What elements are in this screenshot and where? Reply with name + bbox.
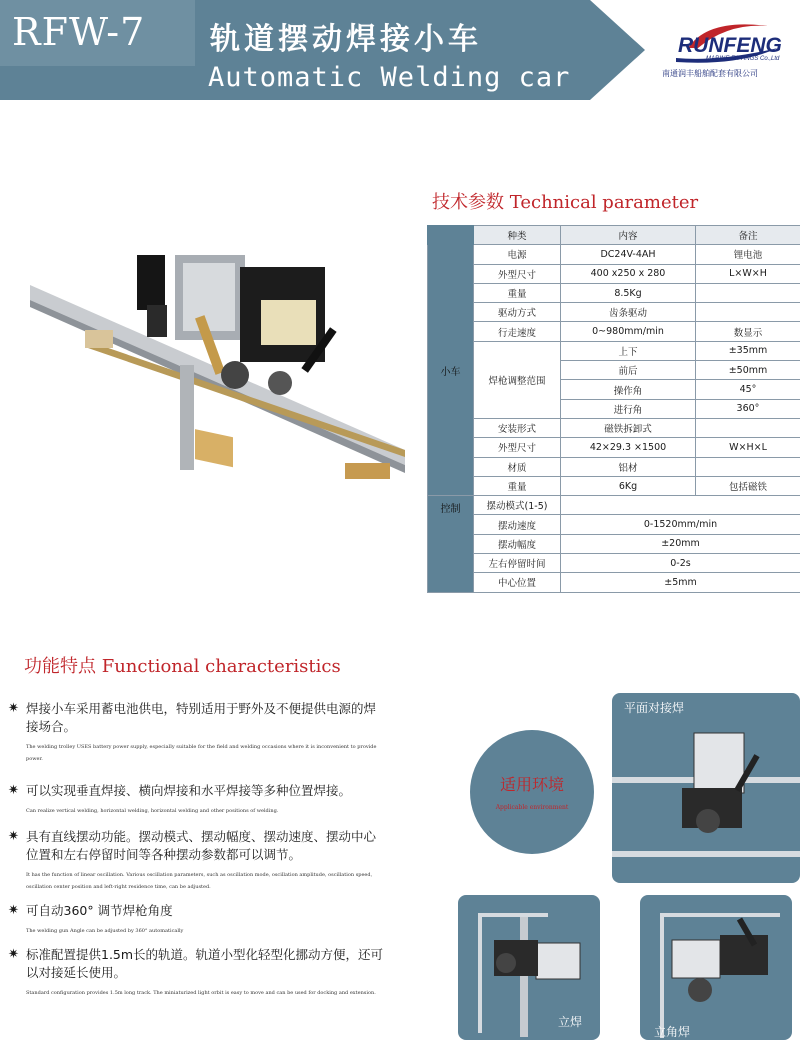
- row-name: 左右停留时间: [474, 554, 561, 573]
- features-title: 功能特点 Functional characteristics: [24, 656, 341, 677]
- table-row: [428, 554, 800, 573]
- title-english: Automatic Welding car: [208, 62, 571, 93]
- feature-item: [8, 700, 388, 765]
- row-content: 铝材: [561, 457, 696, 476]
- header-banner: [0, 0, 645, 100]
- star-bullet-icon: ✷: [8, 947, 19, 962]
- row-name: 安装形式: [474, 418, 561, 437]
- circle-title-cn: 适用环境: [499, 775, 564, 794]
- title-chinese: 轨道摆动焊接小车: [210, 22, 482, 57]
- table-row: [428, 264, 800, 283]
- row-content: 0-2s: [561, 554, 800, 573]
- flat-welding-photo: [612, 693, 800, 883]
- applicable-environment-circle: [470, 730, 594, 854]
- row-content: 400 x250 x 280: [561, 264, 696, 283]
- fillet-welding-panel: [640, 895, 792, 1040]
- row-content: 6Kg: [561, 476, 696, 495]
- table-row: [428, 457, 800, 476]
- row-content: 操作角: [561, 380, 696, 399]
- feature-en: Can realize vertical welding, horizontal welding, horizontal welding and other positions of welding.: [26, 808, 279, 814]
- category-cell: 控制: [428, 496, 474, 592]
- row-content: [561, 496, 800, 515]
- table-row: [428, 476, 800, 495]
- feature-cn: 具有直线摆动功能。摆动模式、摆动幅度、摆动速度、摆动中心位置和左右停留时间等各种摆动参数都可以调节。: [26, 829, 377, 862]
- logo-company-cn: 南通润丰船舶配套有限公司: [662, 69, 758, 78]
- row-content: 0~980mm/min: [561, 322, 696, 341]
- header-content: 内容: [561, 226, 696, 245]
- flat-welding-panel: [612, 693, 800, 883]
- row-note: 锂电池: [696, 245, 800, 264]
- star-bullet-icon: ✷: [8, 783, 19, 798]
- table-row: [428, 418, 800, 437]
- params-table: [427, 225, 800, 593]
- feature-item: [8, 902, 388, 937]
- feature-en: The welding gun Angle can be adjusted by 360° automatically: [26, 928, 184, 934]
- feature-en: It has the function of linear oscillation. Various oscillation parameters, such as oscillation mode, oscillation amplitude, oscillation speed, oscillation center position and left-right residence time, can be adjusted.: [26, 872, 373, 890]
- row-note: 包括磁铁: [696, 476, 800, 495]
- row-name: 摆动速度: [474, 515, 561, 534]
- row-name: 行走速度: [474, 322, 561, 341]
- row-note: 45°: [696, 380, 800, 399]
- table-row: [428, 573, 800, 592]
- table-row: [428, 303, 800, 322]
- table-row: [428, 341, 800, 360]
- star-bullet-icon: ✷: [8, 903, 19, 918]
- table-row: [428, 515, 800, 534]
- feature-cn: 标准配置提供1.5m长的轨道。轨道小型化轻型化挪动方便，还可以对接延长使用。: [26, 947, 384, 980]
- table-row: [428, 322, 800, 341]
- table-corner: [428, 226, 474, 245]
- feature-item: [8, 828, 388, 893]
- row-note: W×H×L: [696, 438, 800, 457]
- model-number: RFW-7: [12, 10, 146, 54]
- row-note: L×W×H: [696, 264, 800, 283]
- feature-en: The welding trolley USES battery power supply, especially suitable for the field and welding occasions where it is inconvenient to provide power.: [26, 744, 377, 762]
- row-name: 外型尺寸: [474, 438, 561, 457]
- feature-cn: 可自动360° 调节焊枪角度: [26, 903, 173, 918]
- feature-en: Standard configuration provides 1.5m long track. The miniaturized light orbit is easy to move and can be used for docking and extension.: [26, 990, 376, 996]
- row-content: 齿条驱动: [561, 303, 696, 322]
- row-name: 材质: [474, 457, 561, 476]
- row-name: 驱动方式: [474, 303, 561, 322]
- table-row: [428, 283, 800, 302]
- row-note: [696, 303, 800, 322]
- table-header-row: [428, 226, 800, 245]
- row-content: 8.5Kg: [561, 283, 696, 302]
- row-note: ±50mm: [696, 361, 800, 380]
- table-row: [428, 438, 800, 457]
- row-name: 重量: [474, 476, 561, 495]
- feature-item: [8, 946, 388, 999]
- row-content: 磁铁拆卸式: [561, 418, 696, 437]
- row-content: 上下: [561, 341, 696, 360]
- row-content: DC24V-4AH: [561, 245, 696, 264]
- row-note: ±35mm: [696, 341, 800, 360]
- row-content: 42×29.3 ×1500: [561, 438, 696, 457]
- feature-cn: 焊接小车采用蓄电池供电，特别适用于野外及不便提供电源的焊接场合。: [26, 701, 377, 734]
- row-note: [696, 283, 800, 302]
- row-name: 摆动模式(1-5): [474, 496, 561, 515]
- vertical-welding-caption: 立焊: [558, 1015, 583, 1029]
- table-row: [428, 496, 800, 515]
- header-category: 种类: [474, 226, 561, 245]
- row-name: 焊枪调整范围: [474, 341, 561, 418]
- feature-item: [8, 782, 388, 817]
- welding-car-photo: [25, 245, 410, 490]
- company-logo: [662, 18, 788, 78]
- table-row: [428, 245, 800, 264]
- star-bullet-icon: ✷: [8, 701, 19, 716]
- vertical-welding-panel: [458, 895, 600, 1040]
- logo-wordmark: RUNFENG: [678, 34, 782, 57]
- row-note: 360°: [696, 399, 800, 418]
- row-content: 前后: [561, 361, 696, 380]
- row-note: 数显示: [696, 322, 800, 341]
- row-name: 重量: [474, 283, 561, 302]
- row-content: 0-1520mm/min: [561, 515, 800, 534]
- category-cell: 小车: [428, 245, 474, 496]
- row-name: 中心位置: [474, 573, 561, 592]
- row-name: 电源: [474, 245, 561, 264]
- logo-subtitle: MARINE FITTINGS Co.,Ltd: [706, 56, 780, 62]
- row-name: 摆动幅度: [474, 534, 561, 553]
- row-note: [696, 418, 800, 437]
- row-note: [696, 457, 800, 476]
- row-content: ±20mm: [561, 534, 800, 553]
- row-content: 进行角: [561, 399, 696, 418]
- fillet-welding-photo: [640, 895, 792, 1040]
- feature-cn: 可以实现垂直焊接、横向焊接和水平焊接等多种位置焊接。: [26, 783, 352, 798]
- table-row: [428, 534, 800, 553]
- params-title: 技术参数 Technical parameter: [432, 192, 699, 213]
- fillet-welding-caption: 立角焊: [654, 1025, 691, 1039]
- row-content: ±5mm: [561, 573, 800, 592]
- header-note: 备注: [696, 226, 800, 245]
- circle-title-en: Applicable environment: [495, 804, 569, 811]
- flat-welding-caption: 平面对接焊: [624, 701, 685, 715]
- row-name: 外型尺寸: [474, 264, 561, 283]
- star-bullet-icon: ✷: [8, 829, 19, 844]
